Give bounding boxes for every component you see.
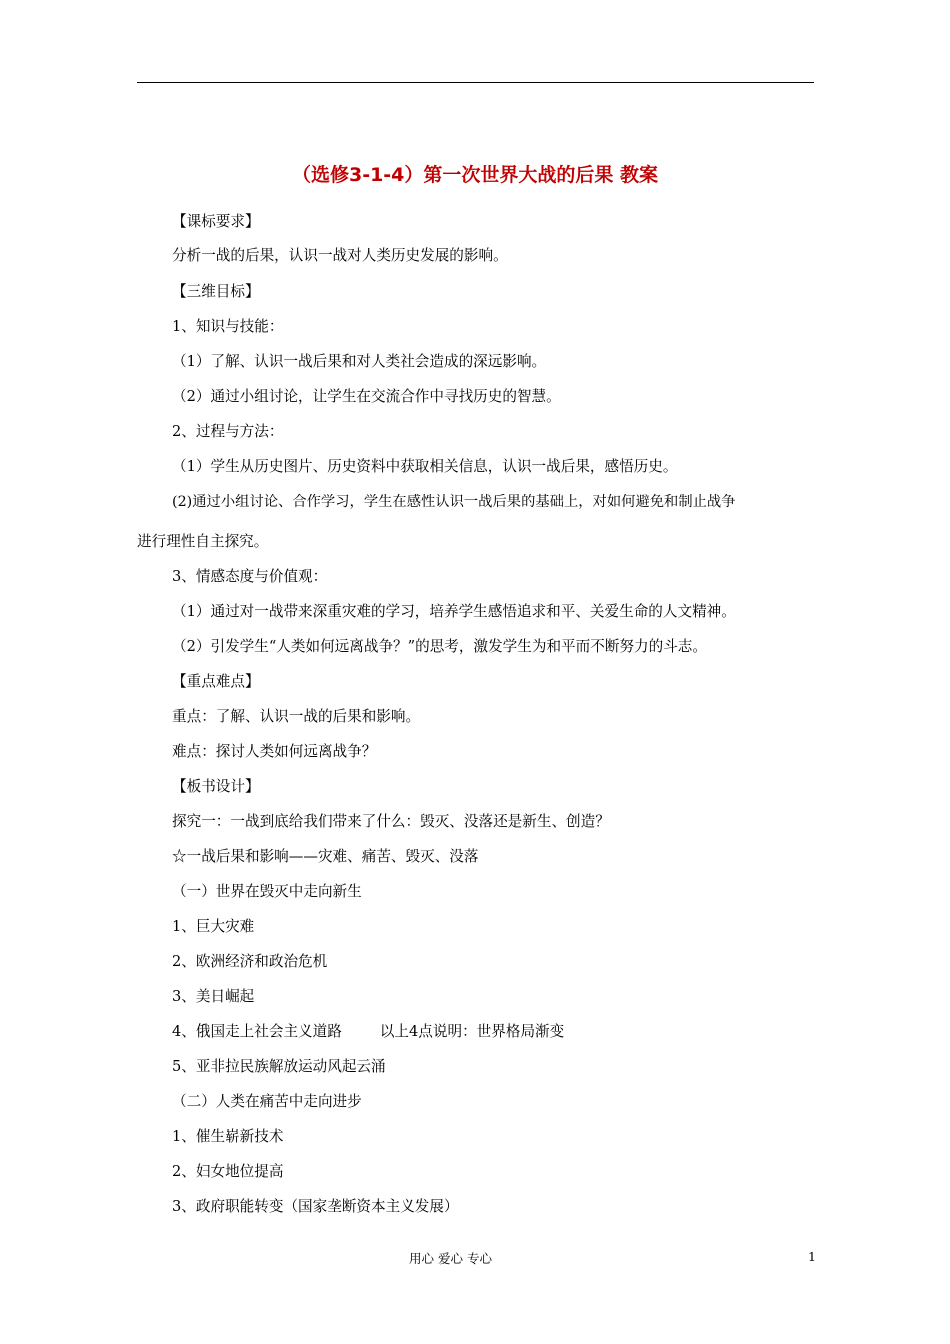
list-item: 1、催生崭新技术 (172, 1128, 284, 1145)
list-item-text: 4、俄国走上社会主义道路 (172, 1023, 342, 1040)
body-paragraph: ☆一战后果和影响——灾难、痛苦、毁灭、没落 (172, 848, 479, 865)
list-item: 2、妇女地位提高 (172, 1163, 284, 1180)
footer-motto: 用心 爱心 专心 (409, 1251, 492, 1266)
section-heading: 【板书设计】 (172, 778, 260, 795)
body-paragraph: 2、过程与方法： (172, 423, 284, 440)
list-item: 5、亚非拉民族解放运动风起云涌 (172, 1058, 386, 1075)
body-paragraph: (2)通过小组讨论、合作学习，学生在感性认识一战后果的基础上，对如何避免和制止战争 (172, 494, 736, 510)
body-paragraph: （1）了解、认识一战后果和对人类社会造成的深远影响。 (172, 353, 547, 370)
page-number: 1 (808, 1249, 816, 1264)
document-title: （选修3-1-4）第一次世界大战的后果 教案 (291, 164, 659, 186)
body-paragraph: （1）通过对一战带来深重灾难的学习，培养学生感悟追求和平、关爱生命的人文精神。 (172, 603, 736, 620)
list-item: 3、政府职能转变（国家垄断资本主义发展） (172, 1198, 459, 1215)
body-paragraph: 1、知识与技能： (172, 318, 284, 335)
list-item: 2、欧洲经济和政治危机 (172, 953, 328, 970)
section-heading: 【课标要求】 (172, 213, 260, 230)
inline-note: 以上4点说明：世界格局渐变 (379, 1023, 565, 1040)
list-item: 1、巨大灾难 (172, 918, 255, 935)
body-paragraph: （2）通过小组讨论，让学生在交流合作中寻找历史的智慧。 (172, 388, 561, 405)
body-paragraph: 难点：探讨人类如何远离战争？ (172, 743, 377, 760)
body-paragraph: 进行理性自主探究。 (137, 533, 269, 550)
header-rule (137, 82, 814, 83)
body-paragraph: （1）学生从历史图片、历史资料中获取相关信息，认识一战后果，感悟历史。 (172, 458, 678, 475)
list-item (172, 1023, 564, 1041)
body-paragraph: 探究一：一战到底给我们带来了什么：毁灭、没落还是新生、创造？ (172, 813, 610, 830)
body-paragraph: 3、情感态度与价值观： (172, 568, 328, 585)
list-item: 3、美日崛起 (172, 988, 255, 1005)
section-heading: 【三维目标】 (172, 283, 260, 300)
body-paragraph: 分析一战的后果，认识一战对人类历史发展的影响。 (172, 247, 508, 264)
body-paragraph: （二）人类在痛苦中走向进步 (172, 1093, 362, 1110)
body-paragraph: （2）引发学生“人类如何远离战争？”的思考，激发学生为和平而不断努力的斗志。 (172, 638, 707, 655)
body-paragraph: 重点：了解、认识一战的后果和影响。 (172, 708, 421, 725)
body-paragraph: （一）世界在毁灭中走向新生 (172, 883, 362, 900)
section-heading: 【重点难点】 (172, 673, 260, 690)
